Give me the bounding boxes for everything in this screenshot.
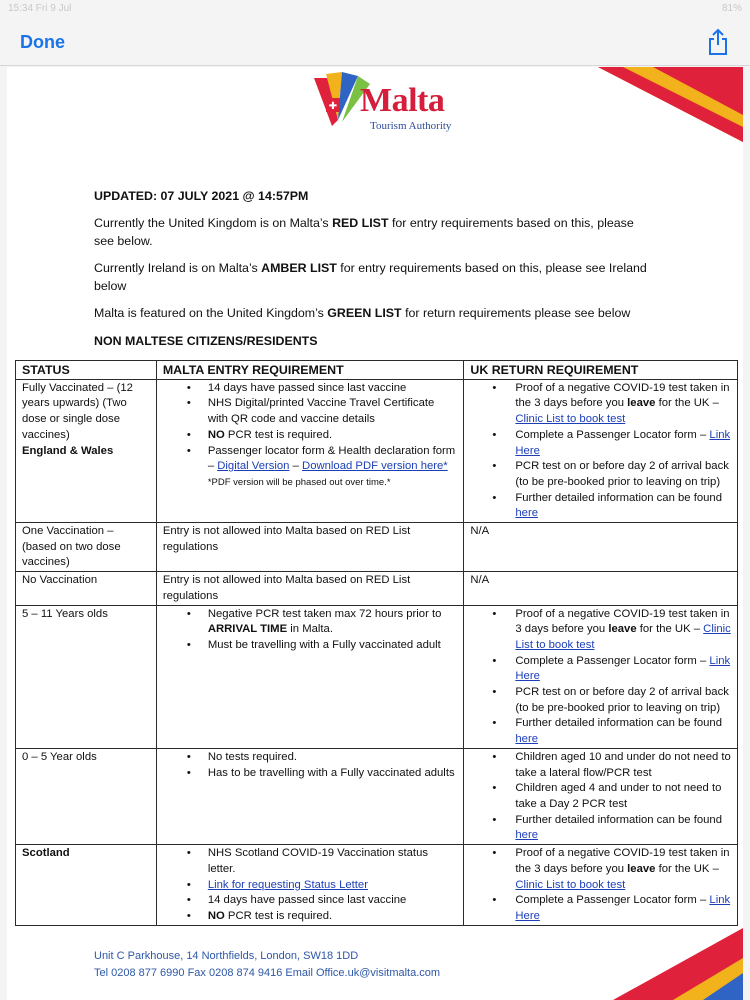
download-pdf-link[interactable]: Download PDF version here* <box>302 460 448 473</box>
status-cell: 0 – 5 Year olds <box>16 748 157 844</box>
status-letter-link[interactable]: Link for requesting Status Letter <box>207 878 368 891</box>
footer-address: Unit C Parkhouse, 14 Northfields, London, SW18 1DD <box>94 950 359 962</box>
return-cell <box>464 845 738 926</box>
clinic-list-link[interactable]: Clinic List to book test <box>515 623 731 651</box>
svg-text:✚: ✚ <box>328 101 338 112</box>
entry-cell <box>156 845 464 926</box>
column-header-return: UK RETURN REQUIREMENT <box>464 361 738 380</box>
digital-version-link[interactable]: Digital Version <box>217 460 290 473</box>
list-item: • NO PCR test is required. <box>163 909 458 925</box>
entry-cell <box>156 748 464 844</box>
list-item: • No tests required. <box>163 750 458 766</box>
viewer-toolbar <box>0 18 750 66</box>
info-link[interactable]: here <box>515 829 538 842</box>
list-item: • Negative PCR test taken max 72 hours prior to ARRIVAL TIME in Malta. <box>163 607 458 638</box>
list-item: • Further detailed information can be found here <box>470 491 731 522</box>
status-cell: Fully Vaccinated – (12 years upwards) (Two dose or single dose vaccines) England & Wales <box>16 379 157 522</box>
list-item: • Complete a Passenger Locator form – Link Here <box>470 428 731 459</box>
entry-cell <box>156 379 464 522</box>
list-item: • Further detailed information can be found here <box>470 716 731 747</box>
status-cell: No Vaccination <box>16 572 157 605</box>
list-item: • Proof of a negative COVID-19 test taken in the 3 days before you leave for the UK – Clinic List to book test <box>470 846 731 893</box>
list-item: • NHS Digital/printed Vaccine Travel Certificate with QR code and vaccine details <box>163 396 458 427</box>
entry-cell: Entry is not allowed into Malta based on RED List regulations <box>156 523 464 572</box>
section-heading: NON MALTESE CITIZENS/RESIDENTS <box>94 334 318 348</box>
list-item: • Children aged 4 and under to not need to take a Day 2 PCR test <box>470 781 731 812</box>
table-header-row <box>16 361 738 380</box>
list-item: • Complete a Passenger Locator form – Link Here <box>470 654 731 685</box>
list-item: • 14 days have passed since last vaccine <box>163 893 458 909</box>
list-item: • Further detailed information can be found here <box>470 813 731 844</box>
updated-date: UPDATED: 07 JULY 2021 @ 14:57PM <box>94 189 309 203</box>
table-row <box>16 605 738 748</box>
return-cell: N/A <box>464 523 738 572</box>
footer-contact: Tel 0208 877 6990 Fax 0208 874 9416 Email Office.uk@visitmalta.com <box>94 967 441 979</box>
entry-cell <box>156 605 464 748</box>
list-item: • PCR test on or before day 2 of arrival back (to be pre-booked prior to leaving on trip) <box>470 685 731 716</box>
list-item: • Complete a Passenger Locator form – Link Here <box>470 893 731 924</box>
list-item: • 14 days have passed since last vaccine <box>163 381 458 397</box>
clinic-list-link[interactable]: Clinic List to book test <box>515 878 626 891</box>
list-item: • Proof of a negative COVID-19 test taken in 3 days before you leave for the UK – Clinic List to book test <box>470 607 731 654</box>
malta-logo <box>312 70 462 134</box>
status-cell: Scotland <box>16 845 157 926</box>
share-icon[interactable] <box>706 28 730 56</box>
list-item: • Proof of a negative COVID-19 test taken in the 3 days before you leave for the UK – Clinic List to book test <box>470 381 731 428</box>
column-header-entry: MALTA ENTRY REQUIREMENT <box>156 361 464 380</box>
list-item: • Must be travelling with a Fully vaccinated adult <box>163 638 458 654</box>
list-item: • Passenger locator form & Health declaration form – Digital Version – Download PDF version here* <box>163 444 458 475</box>
corner-decoration-bottom <box>613 928 743 1000</box>
table-row <box>16 379 738 522</box>
status-time: 15:34 Fri 9 Jul <box>8 3 72 14</box>
list-item: • Has to be travelling with a Fully vaccinated adults <box>163 766 458 782</box>
locator-form-link[interactable]: Link Here <box>515 654 731 683</box>
info-link[interactable]: here <box>515 733 538 746</box>
malta-status-paragraph: Malta is featured on the United Kingdom’s GREEN LIST for return requirements please see below <box>94 306 631 320</box>
document-page <box>7 67 743 1000</box>
status-battery: 81% <box>721 3 742 14</box>
ireland-status-paragraph: Currently Ireland is on Malta’s AMBER LIST for entry requirements based on this, please see Ireland below <box>94 261 647 293</box>
list-item: • Children aged 10 and under do not need to take a lateral flow/PCR test <box>470 750 731 781</box>
list-item: • NHS Scotland COVID-19 Vaccination status letter. <box>163 846 458 877</box>
table-row <box>16 523 738 572</box>
column-header-status: STATUS <box>16 361 157 380</box>
status-bar <box>0 0 750 18</box>
logo-word: Malta <box>360 82 445 119</box>
table-row <box>16 572 738 605</box>
return-cell <box>464 605 738 748</box>
requirements-table <box>15 360 738 926</box>
logo-subtitle: Tourism Authority <box>370 120 452 132</box>
list-item <box>163 878 458 894</box>
corner-decoration-top <box>598 67 743 142</box>
return-cell <box>464 379 738 522</box>
return-cell <box>464 748 738 844</box>
uk-status-paragraph: Currently the United Kingdom is on Malta’s RED LIST for entry requirements based on this, please see below. <box>94 216 634 248</box>
status-cell: 5 – 11 Years olds <box>16 605 157 748</box>
info-link[interactable]: here <box>515 507 538 520</box>
table-row <box>16 845 738 926</box>
entry-cell: Entry is not allowed into Malta based on RED List regulations <box>156 572 464 605</box>
list-item: • NO PCR test is required. <box>163 428 458 444</box>
done-button[interactable]: Done <box>20 32 65 52</box>
pdf-note: *PDF version will be phased out over time.* <box>207 476 391 488</box>
locator-form-link[interactable]: Link Here <box>515 894 731 922</box>
return-cell: N/A <box>464 572 738 605</box>
locator-form-link[interactable]: Link Here <box>515 428 731 457</box>
clinic-list-link[interactable]: Clinic List to book test <box>515 413 626 426</box>
table-row <box>16 748 738 844</box>
list-item: • PCR test on or before day 2 of arrival back (to be pre-booked prior to leaving on trip) <box>470 459 731 490</box>
status-cell: One Vaccination – (based on two dose vaccines) <box>16 523 157 572</box>
